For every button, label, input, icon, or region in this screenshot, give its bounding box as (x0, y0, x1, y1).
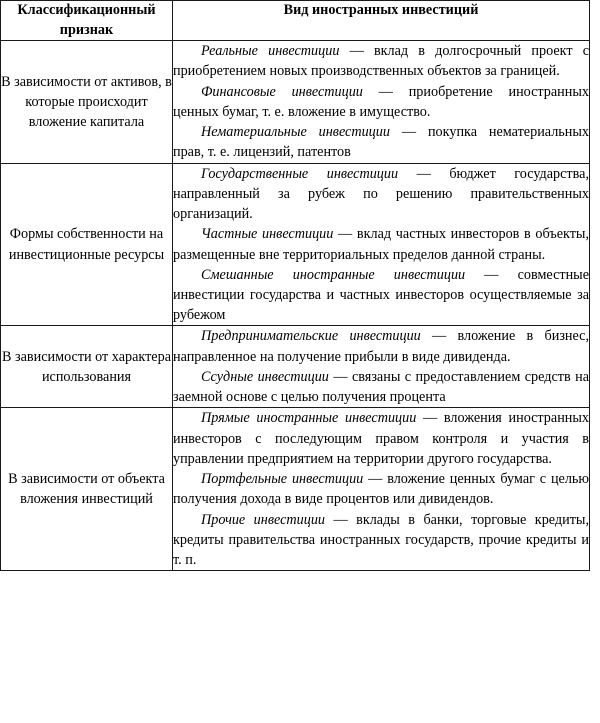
investment-term: Реальные инвестиции (201, 43, 340, 60)
investment-term: Частные инвестиции (201, 226, 334, 243)
investment-definition: вклад частных инвесторов в объекты, размещенные вне территориальных пределов данной страны. (173, 226, 589, 263)
investment-term: Финансовые инвестиции (201, 83, 363, 100)
investment-definition: вложение в бизнес, направленное на получение прибыли в виде дивиденда. (173, 328, 590, 365)
em-dash-separator: — (363, 471, 388, 488)
table-row (1, 408, 590, 571)
column-header-kind: Вид иностранных инвестиций (173, 1, 590, 41)
investment-entry (173, 82, 589, 122)
em-dash-separator: — (339, 43, 374, 60)
feature-cell: В зависимости от активов, в которые происходит вложение капитала (1, 41, 173, 163)
investment-term: Прямые иностранные инвестиции (201, 410, 417, 427)
em-dash-separator: — (465, 266, 518, 283)
feature-cell: В зависимости от объекта вложения инвестиций (1, 408, 173, 571)
investment-term: Предпринимательские инвестиции (201, 328, 421, 345)
investment-entry (173, 224, 589, 264)
investment-entry (173, 510, 589, 571)
investment-entry (173, 367, 589, 407)
feature-cell: В зависимости от характера использования (1, 326, 173, 408)
investment-entry (173, 326, 589, 366)
em-dash-separator: — (333, 226, 357, 243)
investment-definition: связаны с предоставлением средств на заемной основе с целью получения процента (173, 368, 589, 406)
em-dash-separator: — (389, 124, 428, 141)
investment-entry (173, 164, 589, 225)
investment-entry (173, 41, 589, 81)
investment-definition: покупка нематериальных прав, т. е. лицензий, патентов (173, 124, 589, 161)
investment-entry (173, 469, 589, 509)
investment-term: Ссудные инвестиции (201, 368, 329, 385)
table-body (1, 41, 590, 571)
table-header-row (1, 1, 590, 41)
investment-term: Портфельные инвестиции (201, 471, 364, 488)
column-header-feature: Классификационный признак (1, 1, 173, 41)
investment-definition: вклады в банки, торговые кредиты, кредиты правительства иностранных государств, прочие кредиты и т. п. (173, 511, 589, 569)
table-header (1, 1, 590, 41)
investment-definition: совместные инвестиции государства и частных инвесторов осуществляемые за рубежом (173, 266, 590, 324)
em-dash-separator: — (362, 83, 409, 100)
kind-cell (173, 41, 590, 163)
investment-term: Нематериальные инвестиции (201, 124, 390, 141)
em-dash-separator: — (420, 328, 458, 345)
investment-definition: бюджет государства, направленный за рубеж по решению правительственных организаций. (173, 165, 589, 223)
investment-definition: приобретение иностранных ценных бумаг, т. е. вложение в имущество. (173, 83, 589, 120)
table-row (1, 163, 590, 326)
investment-definition: вложения иностранных инвесторов с последующим правом контроля и участия в управлении предприятием на территории другого государства. (173, 410, 590, 467)
em-dash-separator: — (328, 368, 352, 385)
em-dash-separator: — (398, 165, 450, 182)
feature-cell: Формы собственности на инвестиционные ресурсы (1, 163, 173, 326)
kind-cell (173, 326, 590, 408)
investment-definition: вклад в долгосрочный проект с приобретением новых производственных объектов за границей. (173, 43, 589, 80)
investment-term: Смешанные иностранные инвестиции (201, 266, 466, 283)
em-dash-separator: — (325, 511, 357, 528)
investment-entry (173, 122, 589, 162)
investment-entry (173, 265, 589, 326)
em-dash-separator: — (416, 410, 444, 427)
table-row (1, 41, 590, 163)
investment-definition: вложение ценных бумаг с целью получения дохода в виде процентов или дивидендов. (173, 471, 589, 508)
kind-cell (173, 408, 590, 571)
kind-cell (173, 163, 590, 326)
investment-term: Прочие инвестиции (201, 511, 326, 528)
investment-term: Государственные инвестиции (201, 165, 399, 182)
table-row (1, 326, 590, 408)
investment-entry (173, 408, 589, 469)
